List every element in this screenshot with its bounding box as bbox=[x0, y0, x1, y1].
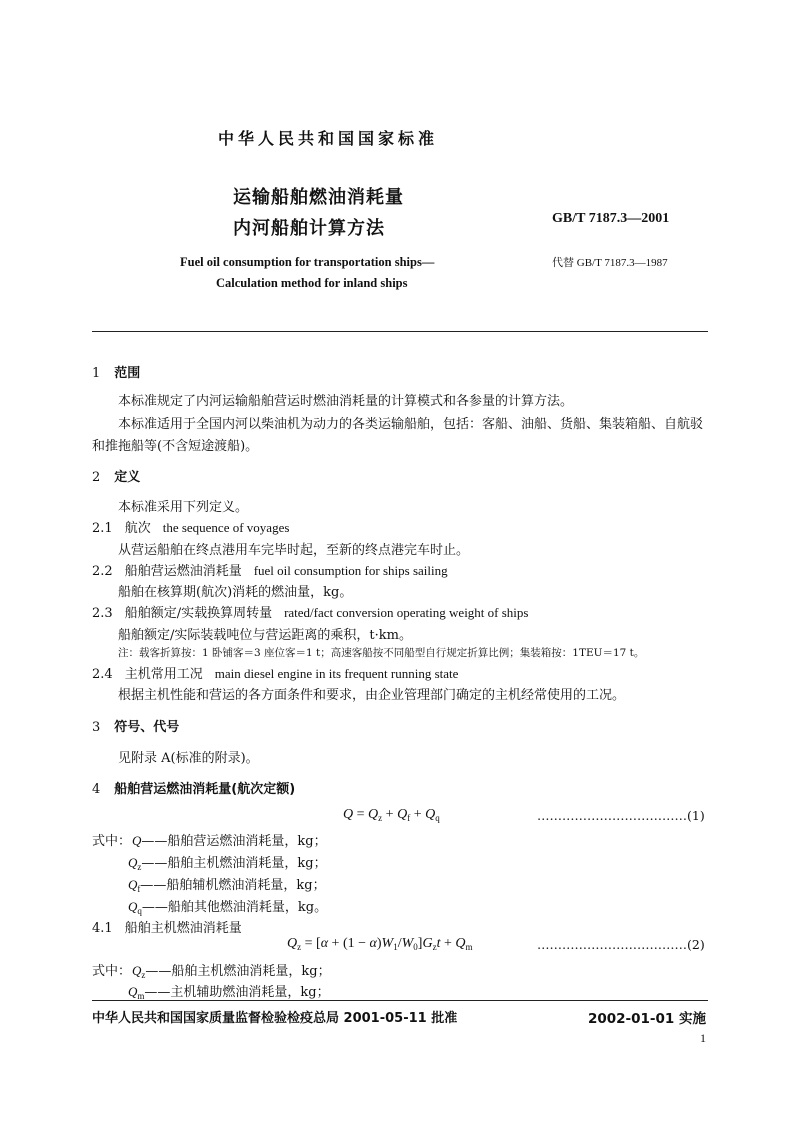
section-title: 定义 bbox=[114, 470, 141, 485]
section-1-para1: 本标准规定了内河运输船舶营运时燃油消耗量的计算模式和各参量的计算方法。 bbox=[118, 394, 574, 409]
var-qz: $Q_z——$船舶主机燃油消耗量，kg； bbox=[128, 855, 327, 872]
section-number: 3 bbox=[92, 720, 101, 735]
def-term: 船舶营运燃油消耗量 bbox=[124, 564, 242, 579]
def-2-3-text: 船舶额定/实际装载吨位与营运距离的乘积，t·km。 bbox=[118, 628, 412, 643]
header-rule bbox=[92, 331, 708, 332]
standard-code: GB/T 7187.3—2001 bbox=[552, 211, 670, 226]
english-title-line1: Fuel oil consumption for transportation ships— bbox=[180, 255, 435, 269]
equation-2: $Q_z = [\alpha + (1 - \alpha)W_1/W_0]G_zt + Q_m$ bbox=[287, 936, 473, 952]
var-description: ——船舶主机燃油消耗量，kg； bbox=[145, 964, 331, 979]
def-number: 2.2 bbox=[92, 564, 113, 579]
def-english: fuel oil consumption for ships sailing bbox=[253, 563, 448, 578]
english-title-line2: Calculation method for inland ships bbox=[216, 276, 408, 290]
def-english: main diesel engine in its frequent running state bbox=[214, 666, 459, 681]
section-number: 1 bbox=[92, 366, 101, 381]
section-number: 2 bbox=[92, 470, 101, 485]
def-number: 2.1 bbox=[92, 521, 113, 536]
var-description: ——船舶营运燃油消耗量，kg； bbox=[141, 834, 327, 849]
def-term: 主机常用工况 bbox=[124, 667, 203, 682]
var-qz-2: $Q_z——$船舶主机燃油消耗量，kg； bbox=[132, 963, 331, 980]
section-title: 船舶营运燃油消耗量(航次定额) bbox=[114, 782, 296, 797]
def-term: 航次 bbox=[124, 521, 151, 536]
section-3-heading bbox=[92, 716, 179, 735]
title-line2: 内河船舶计算方法 bbox=[233, 218, 385, 239]
section-1-para2b: 和推拖船等(不含短途渡船)。 bbox=[92, 439, 259, 454]
def-2-2-text: 船舶在核算期(航次)消耗的燃油量，kg。 bbox=[118, 585, 353, 600]
def-number: 2.3 bbox=[92, 606, 113, 621]
equation-2-number: ………………………………(2) bbox=[537, 937, 705, 952]
section-2-heading bbox=[92, 466, 140, 485]
section-1-heading bbox=[92, 362, 140, 381]
equation-1: $Q = Q_z + Q_f + Q_q$ bbox=[343, 807, 440, 823]
def-number: 2.4 bbox=[92, 667, 113, 682]
def-english: rated/fact conversion operating weight of ships bbox=[284, 605, 529, 620]
var-description: ——船舶主机燃油消耗量，kg； bbox=[141, 856, 327, 871]
effective-date: 2002-01-01 实施 bbox=[587, 1011, 706, 1027]
section-title: 范围 bbox=[114, 366, 141, 381]
section-4-heading bbox=[92, 778, 295, 797]
def-2-4 bbox=[92, 663, 458, 682]
var-qq: $Q_q——$船舶其他燃油消耗量，kg。 bbox=[128, 899, 328, 916]
standard-body: 中华人民共和国国家标准 bbox=[217, 129, 438, 148]
where-label-2: 式中： bbox=[92, 964, 132, 979]
def-term: 船舶额定/实载换算周转量 bbox=[124, 606, 273, 621]
def-2-1-text: 从营运船舶在终点港用车完毕时起，至新的终点港完车时止。 bbox=[118, 543, 470, 558]
subsection-title: 船舶主机燃油消耗量 bbox=[124, 921, 242, 936]
def-2-4-text: 根据主机性能和营运的各方面条件和要求，由企业管理部门确定的主机经常使用的工况。 bbox=[118, 688, 626, 703]
def-2-3-note: 注：载客折算按：1 卧铺客＝3 座位客＝1 t；高速客船按不同船型自行规定折算比例；集装箱按：1TEU＝17 t。 bbox=[118, 647, 645, 659]
section-title: 符号、代号 bbox=[114, 720, 180, 735]
def-2-1 bbox=[92, 517, 289, 536]
section-1-para2a: 本标准适用于全国内河以柴油机为动力的各类运输船舶，包括：客船、油船、货船、集装箱船、自航驳 bbox=[118, 417, 704, 432]
def-2-2 bbox=[92, 560, 448, 579]
subsection-4-1 bbox=[92, 917, 242, 936]
section-number: 4 bbox=[92, 782, 101, 797]
issuer: 中华人民共和国国家质量监督检验检疫总局 2001-05-11 批准 bbox=[92, 1011, 458, 1026]
def-number: 4.1 bbox=[92, 921, 113, 936]
def-2-3 bbox=[92, 602, 528, 621]
section-2-intro: 本标准采用下列定义。 bbox=[118, 500, 249, 515]
footer-rule bbox=[92, 1000, 708, 1001]
replaces-standard: 代替 GB/T 7187.3—1987 bbox=[552, 257, 668, 269]
equation-1-number: ………………………………(1) bbox=[537, 808, 705, 823]
var-q: Q——船舶营运燃油消耗量，kg； bbox=[132, 833, 327, 849]
title-line1: 运输船舶燃油消耗量 bbox=[233, 187, 404, 208]
var-qf: $Q_f——$船舶辅机燃油消耗量，kg； bbox=[128, 877, 326, 894]
where-label-1: 式中： bbox=[92, 834, 132, 849]
var-qm: $Q_m——$主机辅助燃油消耗量，kg； bbox=[128, 984, 330, 1001]
var-description: ——船舶其他燃油消耗量，kg。 bbox=[141, 900, 328, 915]
var-description: ——主机辅助燃油消耗量，kg； bbox=[144, 985, 330, 1000]
section-3-para: 见附录 A(标准的附录)。 bbox=[118, 751, 259, 766]
var-description: ——船舶辅机燃油消耗量，kg； bbox=[140, 878, 326, 893]
page-number: 1 bbox=[700, 1031, 706, 1045]
def-english: the sequence of voyages bbox=[162, 520, 290, 535]
